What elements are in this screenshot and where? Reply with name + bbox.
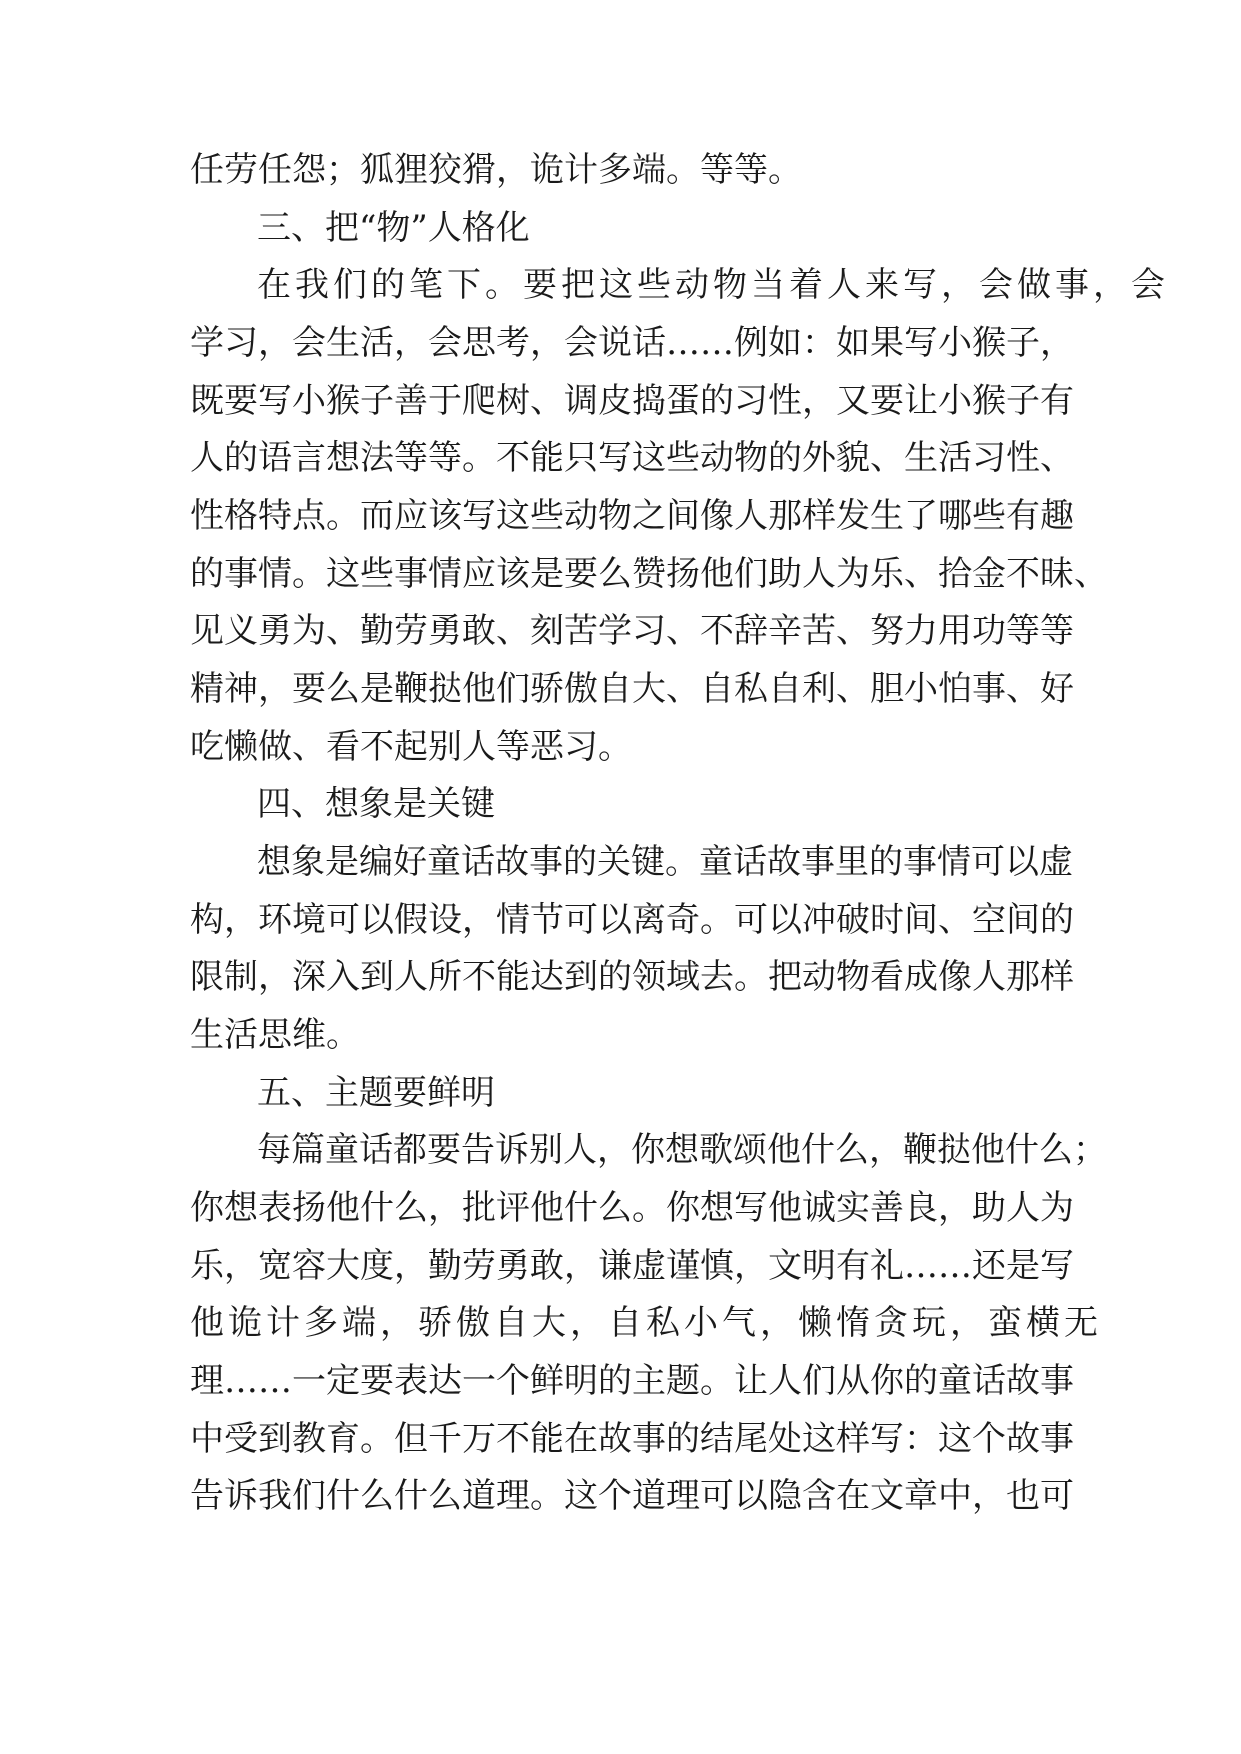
text-line: 生活思维。 (190, 1015, 360, 1055)
text-line: 精神，要么是鞭挞他们骄傲自大、自私自利、胆小怕事、好 (190, 669, 1074, 709)
text-line: 每篇童话都要告诉别人，你想歌颂他什么，鞭挞他什么； (257, 1130, 1107, 1170)
text-line: 见义勇为、勤劳勇敢、刻苦学习、不辞辛苦、努力用功等等 (190, 611, 1074, 651)
text-line: 既要写小猴子善于爬树、调皮捣蛋的习性，又要让小猴子有 (190, 381, 1074, 421)
text-line: 任劳任怨；狐狸狡猾，诡计多端。等等。 (190, 150, 802, 190)
section-heading: 四、想象是关键 (257, 784, 495, 824)
text-line: 构，环境可以假设，情节可以离奇。可以冲破时间、空间的 (190, 900, 1074, 940)
text-line: 人的语言想法等等。不能只写这些动物的外貌、生活习性、 (190, 438, 1074, 478)
text-line: 限制，深入到人所不能达到的领域去。把动物看成像人那样 (190, 957, 1074, 997)
text-line: 想象是编好童话故事的关键。童话故事里的事情可以虚 (257, 842, 1073, 882)
text-line: 中受到教育。但千万不能在故事的结尾处这样写：这个故事 (190, 1419, 1074, 1459)
text-line: 你想表扬他什么，批评他什么。你想写他诚实善良，助人为 (190, 1188, 1074, 1228)
text-line: 告诉我们什么什么道理。这个道理可以隐含在文章中，也可 (190, 1476, 1074, 1516)
text-line: 性格特点。而应该写这些动物之间像人那样发生了哪些有趣 (190, 496, 1074, 536)
text-line: 理……一定要表达一个鲜明的主题。让人们从你的童话故事 (190, 1361, 1074, 1401)
text-line: 在我们的笔下。要把这些动物当着人来写，会做事，会 (257, 265, 1169, 305)
text-line: 他诡计多端，骄傲自大，自私小气，懒惰贪玩，蛮横无 (190, 1303, 1102, 1343)
text-line: 学习，会生活，会思考，会说话……例如：如果写小猴子， (190, 323, 1074, 363)
text-line: 的事情。这些事情应该是要么赞扬他们助人为乐、拾金不昧、 (190, 554, 1108, 594)
section-heading: 五、主题要鲜明 (257, 1073, 495, 1113)
section-heading: 三、把“物”人格化 (257, 208, 530, 248)
text-line: 乐，宽容大度，勤劳勇敢，谦虚谨慎，文明有礼……还是写 (190, 1246, 1074, 1286)
text-line: 吃懒做、看不起别人等恶习。 (190, 727, 632, 767)
